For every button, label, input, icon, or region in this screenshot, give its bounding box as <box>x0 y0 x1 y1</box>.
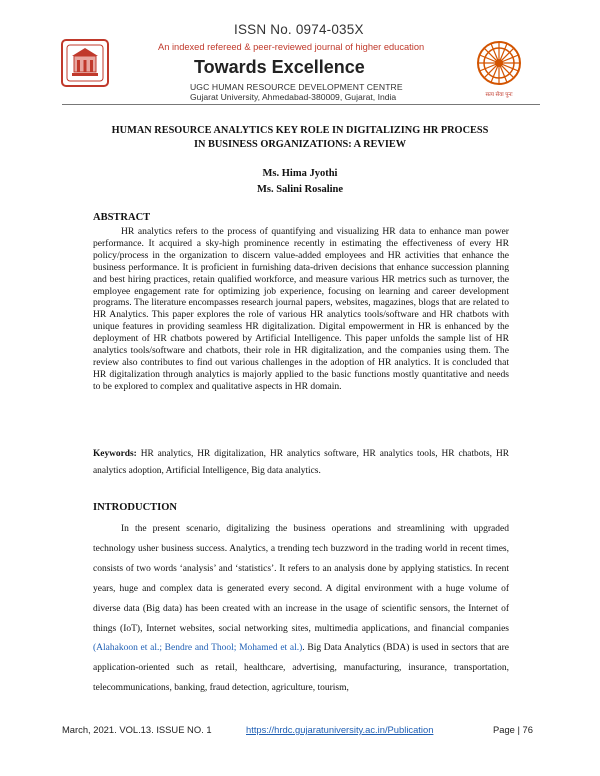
paper-title-line-1: HUMAN RESOURCE ANALYTICS KEY ROLE IN DIGITALIZING HR PROCESS <box>111 125 489 136</box>
introduction-text <box>93 520 509 699</box>
footer-page-number: Page | 76 <box>493 724 533 735</box>
header-divider <box>62 104 540 105</box>
footer-url-link[interactable]: https://hrdc.gujaratuniversity.ac.in/Publication <box>246 724 434 735</box>
journal-name: Towards Excellence <box>194 57 365 77</box>
intro-text-part-1: In the present scenario, digitalizing the business operations and streamlining with upgraded technology usher business success. Analytics, a trending tech buzzword in the trading world in recent times, consists of two words ‘analysis’ and ‘statistics’. It refers to an analysis done by applying statistics. In recent years, huge and complex data is generated every second. A digital environment with a huge volume of diverse data (Big data) has been created with an increase in the usage of scientific sensors, the Internet of things (IoT), Internet websites, social networking sites, multimedia applications, and financial companies <box>93 524 509 634</box>
intro-text-part-2: . Big Data Analytics (BDA) is used in sectors that are application-oriented such as retail, healthcare, advertising, manufacturing, insurance, transportation, telecommunications, banking, fraud detection, agriculture, tourism, <box>93 643 510 694</box>
university-seal-icon <box>60 38 110 88</box>
author-name: Ms. Hima Jyothi <box>262 168 338 179</box>
paper-title <box>70 124 530 152</box>
journal-issn: ISSN No. 0974-035X <box>234 22 364 37</box>
author-name: Ms. Salini Rosaline <box>256 184 344 195</box>
abstract-heading: ABSTRACT <box>93 212 151 223</box>
keywords-label: Keywords: <box>93 449 137 459</box>
keywords-text: HR analytics, HR digitalization, HR analytics software, HR analytics tools, HR chatbots, HR analytics adoption, Artificial Intelligence, Big data analytics. <box>93 449 509 476</box>
emblem-caption: सत्य सेवा पुनः <box>485 92 513 98</box>
journal-address: Gujarat University, Ahmedabad-380009, Gujarat, India <box>190 92 397 102</box>
introduction-heading: INTRODUCTION <box>93 502 178 513</box>
keywords-paragraph <box>93 446 509 479</box>
wheel-emblem-icon <box>474 38 524 88</box>
journal-tagline: An indexed refereed & peer-reviewed journal of higher education <box>158 42 425 52</box>
citation-link[interactable]: (Alahakoon et al.; Bendre and Thool; Mohamed et al.) <box>93 643 303 654</box>
abstract-text: HR analytics refers to the process of quantifying and visualizing HR data to enhance man power performance. It acquired a sky-high prominence recently in estimating the effectiveness of every HR policy/process in the organization to discern value-added employees and HR activities that enhance the business performance. It is proficient in furnishing data-driven decisions that enhance succession planning and best hiring practices, retain qualified workforce, and measure various HR metrics such as turnover, the employee engagement rate for optimizing job experience, focusing on learning and career development programs. The literature encompasses research journal papers, websites, magazines, blogs that are related to HR Analytics. This paper explores the role of various HR analytics tools/software and HR chatbots with unique features in providing seamless HR digitalization. Digital empowerment in HR is enhanced by the deployment of HR chatbots powered by Artificial Intelligence. This paper unfolds the sample list of HR analytics tools/software and chatbots, their role in HR digitalization, and the companies using them. The review also contributes to find out various challenges in the adoption of HR analytics. It is concluded that HR digitalization through analytics is majorly applied to the basic functions mostly quantitative and needs to be explored to complex and qualitative aspects in HR domain. <box>93 226 509 392</box>
paper-title-line-2: IN BUSINESS ORGANIZATIONS: A REVIEW <box>193 139 407 150</box>
footer-issue: March, 2021. VOL.13. ISSUE NO. 1 <box>62 724 212 735</box>
journal-centre: UGC HUMAN RESOURCE DEVELOPMENT CENTRE <box>190 82 403 92</box>
